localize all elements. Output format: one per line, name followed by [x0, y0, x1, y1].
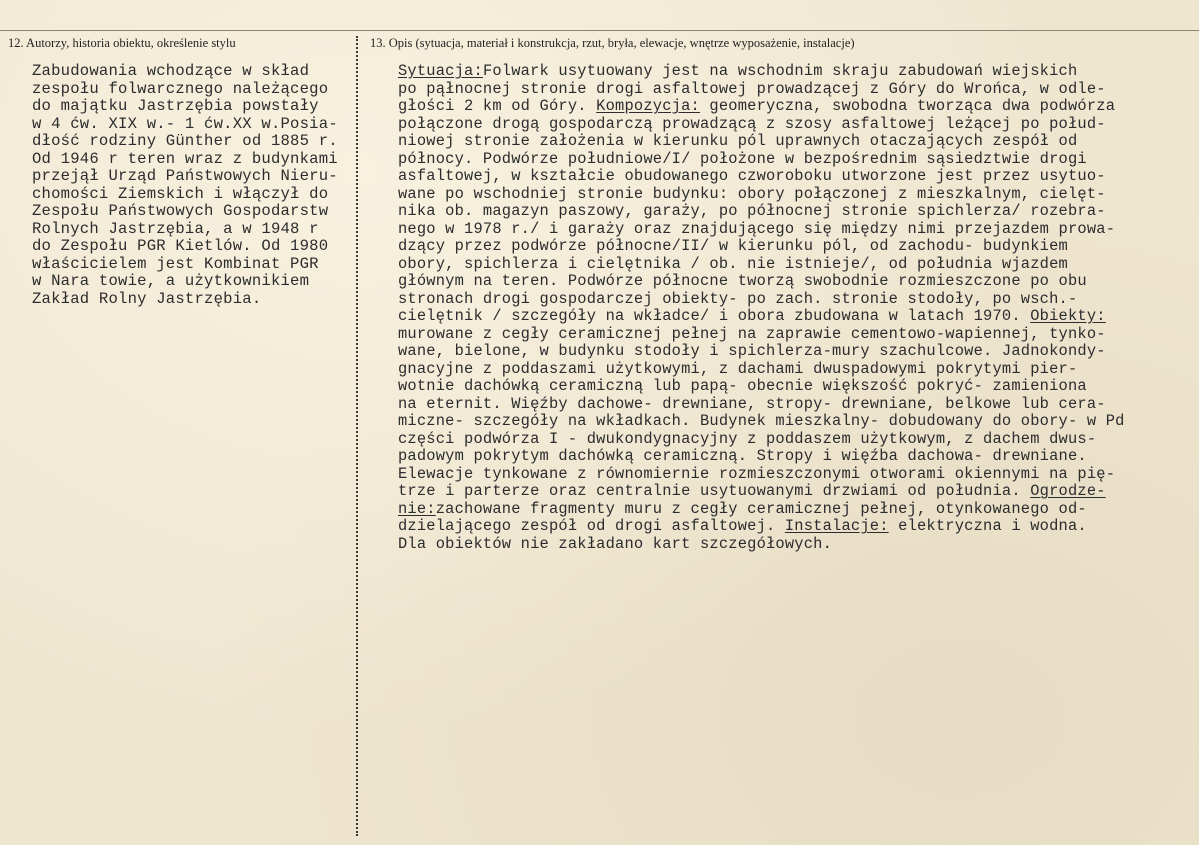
history-text-line: w 4 ćw. XIX w.- 1 ćw.XX w.Posia-: [32, 114, 338, 133]
section-keyword: nie:: [398, 499, 436, 518]
section-keyword: Instalacje:: [784, 517, 889, 535]
history-text-line: Zakład Rolny Jastrzębia.: [32, 289, 262, 308]
text-segment: Dla obiektów nie zakładano kart szczegółowych.: [398, 534, 833, 553]
text-segment: dzący przez podwórze północne/II/ w kierunku pól, od zachodu- budynkiem: [398, 237, 1068, 255]
text-segment: części podwórza I - dwukondygnacyjny z poddaszem użytkowym, z dachem dwus-: [398, 429, 1097, 448]
text-segment: wane po wschodniej stronie budynku: obory połączonej z mieszkalnym, cielęt-: [398, 184, 1106, 203]
description-text-line: [398, 63, 1125, 81]
text-segment: na eternit. Więźby dachowe- drewniane, stropy- drewniane, belkowe lub cera-: [398, 394, 1106, 413]
history-text-line: właścicielem jest Kombinat PGR: [32, 254, 319, 273]
history-text-line: Zabudowania wchodzące w skład: [32, 62, 310, 80]
description-text-line: [398, 273, 1125, 291]
text-segment: nika ob. magazyn paszowy, garaży, po północnej stronie spichlerza/ rozebra-: [398, 202, 1106, 220]
text-segment: Folwark usytuowany jest na wschodnim skraju zabudowań wiejskich: [482, 62, 1078, 80]
description-text-line: [398, 81, 1125, 99]
text-segment: po pąłnocnej stronie drogi asfaltowej prowadzącej z Góry do Wrońca, w odle-: [398, 79, 1106, 98]
description-text-line: [398, 116, 1125, 134]
history-text-line: do Zespołu PGR Kietlów. Od 1980: [32, 237, 329, 255]
history-text-line: Rolnych Jastrzębia, a w 1948 r: [32, 219, 319, 238]
text-segment: głównym na teren. Podwórze północne tworzą swobodnie rozmieszczone po obu: [398, 272, 1087, 290]
description-text-line: [398, 413, 1125, 431]
text-segment: głości 2 km od Góry.: [398, 97, 597, 115]
column-divider: [356, 36, 360, 836]
history-text-block: [32, 63, 338, 308]
description-text-line: [398, 168, 1125, 186]
history-text-line: przejął Urząd Państwowych Nieru-: [32, 167, 338, 185]
description-text-block: [398, 63, 1125, 553]
section-keyword: Kompozycja:: [596, 97, 700, 115]
description-text-line: [398, 431, 1125, 449]
description-text-line: [398, 151, 1125, 169]
history-text-line: Od 1946 r teren wraz z budynkami: [32, 149, 338, 168]
description-text-line: [398, 378, 1125, 396]
top-rule: [0, 30, 1199, 31]
description-text-line: [398, 343, 1125, 361]
text-segment: Elewacje tynkowane z równomiernie rozmieszczonymi otworami okiennymi na pię-: [398, 464, 1116, 483]
history-text-line: do majątku Jastrzębia powstały: [32, 97, 319, 115]
text-segment: wane, bielone, w budynku stodoły i spichlerza-mury szachulcowe. Jadnokondy-: [398, 342, 1106, 360]
description-text-line: [398, 501, 1125, 519]
text-segment: elektryczna i wodna.: [888, 517, 1087, 535]
description-text-line: [398, 308, 1125, 326]
description-text-line: [398, 396, 1125, 414]
description-text-line: [398, 256, 1125, 274]
description-text-line: [398, 98, 1125, 116]
description-text-line: [398, 221, 1125, 239]
section-12-header: 12. Autorzy, historia obiektu, określenie stylu: [8, 36, 236, 50]
text-segment: zachowane fragmenty muru z cegły ceramicznej pełnej, otynkowanego od-: [435, 499, 1087, 518]
description-text-line: [398, 518, 1125, 536]
description-text-line: [398, 361, 1125, 379]
text-segment: padowym pokrytym dachówką ceramiczną. Stropy i więźba dachowa- drewniane.: [398, 447, 1087, 465]
text-segment: obory, spichlerza i cielętnika / ob. nie istnieje/, od południa wjazdem: [398, 254, 1068, 273]
text-segment: miczne- szczegóły na wkładkach. Budynek mieszkalny- dobudowany do obory- w Pd: [398, 412, 1125, 430]
description-text-line: [398, 483, 1125, 501]
history-text-line: chomości Ziemskich i włączył do: [32, 184, 329, 203]
history-text-line: zespołu folwarcznego należącego: [32, 79, 329, 98]
text-segment: murowane z cegły ceramicznej pełnej na zaprawie cementowo-wapiennej, tynko-: [398, 324, 1106, 343]
text-segment: gnacyjne z poddaszami użytkowymi, z dachami dwuspadowymi pokrytymi pier-: [398, 359, 1078, 378]
description-text-line: [398, 291, 1125, 309]
section-keyword: Sytuacja:: [398, 62, 483, 80]
description-text-line: [398, 186, 1125, 204]
history-text-line: dłość rodziny Günther od 1885 r.: [32, 132, 338, 150]
text-segment: cielętnik / szczegóły na wkładce/ i obora zbudowana w latach 1970.: [398, 307, 1031, 325]
description-text-line: [398, 326, 1125, 344]
text-segment: nego w 1978 r./ i garaży oraz znajdującego się między nimi przejazdem prowa-: [398, 219, 1116, 238]
text-segment: niowej stronie założenia w kierunku pól uprawnych otaczających zespół od: [398, 132, 1078, 150]
history-text-line: w Nara towie, a użytkownikiem: [32, 272, 310, 290]
text-segment: połączone drogą gospodarczą prowadzącą z szosy asfaltowej leżącej po połud-: [398, 114, 1106, 133]
text-segment: północy. Podwórze południowe/I/ położone w bezpośrednim sąsiedztwie drogi: [398, 149, 1087, 168]
text-segment: stronach drogi gospodarczej obiekty- po zach. stronie stodoły, po wsch.-: [398, 289, 1078, 308]
description-text-line: [398, 133, 1125, 151]
history-text-line: Zespołu Państwowych Gospodarstw: [32, 202, 329, 220]
description-text-line: [398, 466, 1125, 484]
description-text-line: [398, 536, 1125, 554]
section-13-header: 13. Opis (sytuacja, materiał i konstrukcja, rzut, bryła, elewacje, wnętrze wyposażenie, instalacje): [370, 36, 855, 50]
section-keyword: Obiekty:: [1030, 307, 1106, 325]
section-keyword: Ogrodze-: [1030, 482, 1106, 500]
text-segment: dzielającego zespół od drogi asfaltowej.: [398, 517, 785, 535]
description-text-line: [398, 203, 1125, 221]
text-segment: trze i parterze oraz centralnie usytuowanymi drzwiami od południa.: [398, 482, 1031, 500]
text-segment: geomeryczna, swobodna tworząca dwa podwórza: [699, 97, 1116, 115]
text-segment: asfaltowej, w kształcie obudowanego czworoboku utworzone jest przez usytuo-: [398, 167, 1106, 185]
description-text-line: [398, 448, 1125, 466]
text-segment: wotnie dachówką ceramiczną lub papą- obecnie większość pokryć- zamieniona: [398, 377, 1087, 395]
description-text-line: [398, 238, 1125, 256]
